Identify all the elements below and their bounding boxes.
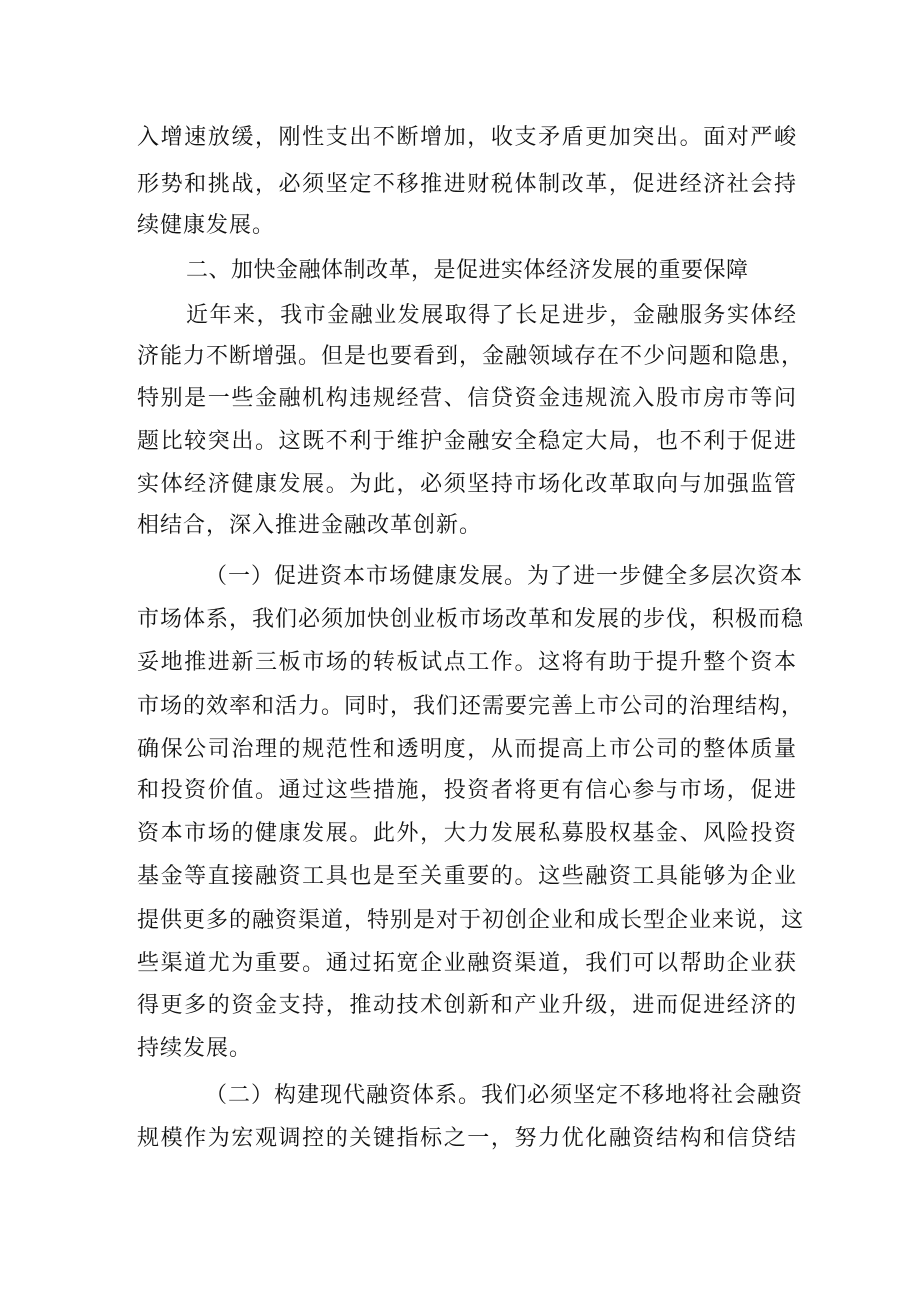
paragraph-line: 持续发展。 xyxy=(137,1036,253,1061)
paragraph-line: 特别是一些金融机构违规经营、信贷资金违规流入股市房市等问 xyxy=(137,386,797,411)
paragraph-line: 相结合，深入推进金融改革创新。 xyxy=(137,513,483,538)
paragraph-line: 济能力不断增强。但是也要看到，金融领域存在不少问题和隐患， xyxy=(137,344,805,369)
paragraph-line: 些渠道尤为重要。通过拓宽企业融资渠道，我们可以帮助企业获 xyxy=(137,951,797,976)
paragraph-line: 规模作为宏观调控的关键指标之一，努力优化融资结构和信贷结 xyxy=(137,1126,797,1151)
paragraph-line: 续健康发展。 xyxy=(137,213,276,238)
paragraph-line: 实体经济健康发展。为此，必须坚持市场化改革取向与加强监管 xyxy=(137,472,797,497)
subsection-line: （二）构建现代融资体系。我们必须坚定不移地将社会融资 xyxy=(205,1083,804,1108)
paragraph-line: 近年来，我市金融业发展取得了长足进步，金融服务实体经 xyxy=(186,303,797,328)
paragraph-line: 资本市场的健康发展。此外，大力发展私募股权基金、风险投资 xyxy=(137,821,797,846)
paragraph-line: 入增速放缓，刚性支出不断增加，收支矛盾更加突出。面对严峻 xyxy=(137,125,797,150)
paragraph-line: 得更多的资金支持，推动技术创新和产业升级，进而促进经济的 xyxy=(137,993,797,1018)
paragraph-line: 妥地推进新三板市场的转板试点工作。这将有助于提升整个资本 xyxy=(137,650,797,675)
paragraph-line: 形势和挑战，必须坚定不移推进财税体制改革，促进经济社会持 xyxy=(137,172,797,197)
paragraph-line: 题比较突出。这既不利于维护金融安全稳定大局，也不利于促进 xyxy=(137,429,797,454)
paragraph-line: 市场体系，我们必须加快创业板市场改革和发展的步伐，积极而稳 xyxy=(137,607,805,632)
paragraph-line: 提供更多的融资渠道，特别是对于初创企业和成长型企业来说，这 xyxy=(137,908,805,933)
subsection-line: （一）促进资本市场健康发展。为了进一步健全多层次资本 xyxy=(205,564,804,589)
paragraph-line: 基金等直接融资工具也是至关重要的。这些融资工具能够为企业 xyxy=(137,864,797,889)
paragraph-line: 确保公司治理的规范性和透明度，从而提高上市公司的整体质量 xyxy=(137,737,797,762)
section-heading: 二、加快金融体制改革，是促进实体经济发展的重要保障 xyxy=(186,258,749,283)
paragraph-line: 市场的效率和活力。同时，我们还需要完善上市公司的治理结构， xyxy=(137,694,805,719)
paragraph-line: 和投资价值。通过这些措施，投资者将更有信心参与市场，促进 xyxy=(137,778,797,803)
